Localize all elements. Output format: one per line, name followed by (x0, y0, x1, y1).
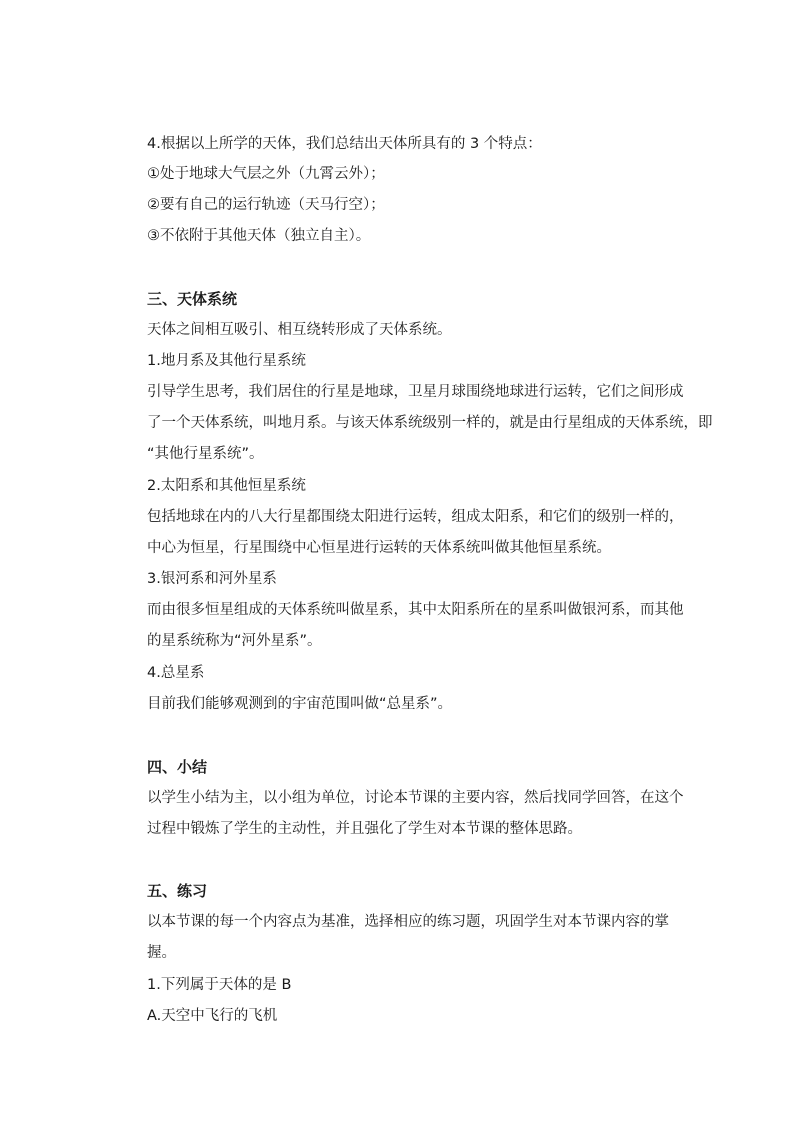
point-4-text: 4.根据以上所学的天体，我们总结出天体所具有的 3 个特点： (147, 136, 542, 152)
section-4-line-2: 过程中锻炼了学生的主动性，并且强化了学生对本节课的整体思路。 (147, 821, 582, 837)
section-5-line-1: 以本节课的每一个内容点为基准，选择相应的练习题，巩固学生对本节课内容的掌 (147, 914, 669, 930)
subsection-2-line-2: 中心为恒星，行星围绕中心恒星进行运转的天体系统叫做其他恒星系统。 (147, 540, 611, 556)
subsection-1-title: 1.地月系及其他行星系统 (147, 353, 306, 369)
subsection-1-line-2: 了一个天体系统，叫地月系。与该天体系统级别一样的，就是由行星组成的天体系统，即 (147, 415, 713, 431)
subsection-2-line-1: 包括地球在内的八大行星都围绕太阳进行运转，组成太阳系，和它们的级别一样的， (147, 509, 684, 525)
section-4-heading: 四、小结 (147, 758, 208, 776)
subsection-4-title: 4.总星系 (147, 665, 205, 681)
question-1: 1.下列属于天体的是 B (147, 977, 292, 993)
subsection-3-line-1: 而由很多恒星组成的天体系统叫做星系，其中太阳系所在的星系叫做银河系，而其他 (147, 602, 684, 618)
question-1-option-a: A.天空中飞行的飞机 (147, 1008, 278, 1024)
subsection-1-line-1: 引导学生思考，我们居住的行星是地球，卫星月球围绕地球进行运转，它们之间形成 (147, 384, 684, 400)
section-5-heading: 五、练习 (147, 882, 208, 900)
section-3-heading: 三、天体系统 (147, 290, 238, 308)
section-3-intro: 天体之间相互吸引、相互绕转形成了天体系统。 (147, 322, 452, 338)
section-5-line-2: 握。 (147, 945, 176, 961)
feature-item-3: ③不依附于其他天体（独立自主）。 (147, 228, 371, 244)
feature-item-2: ②要有自己的运行轨迹（天马行空）； (147, 197, 385, 213)
subsection-3-title: 3.银河系和河外星系 (147, 571, 277, 587)
subsection-2-title: 2.太阳系和其他恒星系统 (147, 478, 306, 494)
subsection-3-line-2: 的星系统称为“河外星系”。 (147, 633, 322, 649)
section-4-line-1: 以学生小结为主，以小组为单位，讨论本节课的主要内容，然后找同学回答，在这个 (147, 790, 684, 806)
subsection-1-line-3: “其他行星系统”。 (147, 446, 264, 462)
subsection-4-line-1: 目前我们能够观测到的宇宙范围叫做“总星系”。 (147, 696, 453, 712)
feature-item-1: ①处于地球大气层之外（九霄云外）； (147, 166, 385, 182)
